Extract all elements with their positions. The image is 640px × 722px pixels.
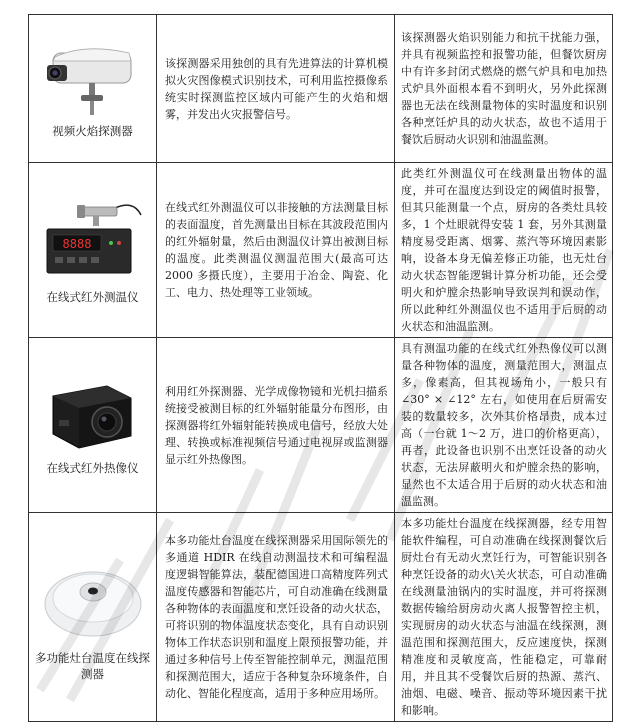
device-cell — [29, 163, 157, 338]
device-cell — [29, 15, 157, 163]
thermometer-display: 8888 — [62, 237, 91, 251]
table-row — [29, 163, 613, 338]
device-name: 多功能灶台温度在线探测器 — [35, 651, 150, 681]
evaluation-text: 该探测器火焰识别能力和抗干扰能力强，并具有视频监控和报警功能，但餐饮厨房中有许多封闭式燃烧的燃气炉具和电加热式炉具外面根本看不到明火，另外此探测器也无法在线测量物体的实时温度和识别各种烹饪炉具的动火状态，故也不适用于餐饮后厨动火识别和油温监测。 — [395, 15, 613, 163]
principle-text: 本多功能灶台温度在线探测器采用国际领先的多通道 HDIR 在线自动测温技术和可编程温度逻辑智能算法，装配德国进口高精度阵列式温度传感器和智能芯片，可自动准确在线测量各种物体的表面温度和烹饪设备的动火状态，可将识别的物体温度状态变化，具有自动识别物体工作状态识别和温度上限预报警功能，并通过多种信号上传至智能控制单元，测温范围和探测范围大，适应于各种复杂环境条件，自动化、智能化程度高，适用于多种应用场所。 — [157, 513, 395, 722]
ir-thermometer-image — [43, 195, 143, 283]
device-cell — [29, 338, 157, 513]
principle-text: 在线式红外测温仪可以非接触的方法测量目标的表面温度，首先测量出目标在其波段范围内的红外辐射量，然后由测温仪计算出被测目标的温度。此类测温仪测温范围大(最高可达 2000 多摄氏度），主要用于冶金、陶瓷、化工、电力、热处理等工业领域。 — [157, 163, 395, 338]
stove-detector-image — [41, 552, 145, 644]
video-camera-image — [45, 39, 141, 117]
evaluation-text: 具有测温功能的在线式红外热像仪可以测量各种物体的温度，测量范围大，测温点多，像素高，但其视场角小，一般只有∠30° × ∠12° 左右，如使用在后厨需安装的数量较多，次外其价格昂贵，成本过高（一台就 1～2 万，进口的价格更高），再者，此设备也识别不出烹饪设备的动火状态，无法屏蔽明火和炉膛余热的影响，显然也不太适合用于后厨的动火状态和油温监测。 — [395, 338, 613, 513]
principle-text: 利用红外探测器、光学成像物镜和光机扫描系统接受被测目标的红外辐射能量分布图形，由探测器将红外辐射能转换成电信号，经放大处理、转换或标准视频信号通过电视屏或监测器显示红外热像图。 — [157, 338, 395, 513]
principle-text: 该探测器采用独创的具有先进算法的计算机模拟火灾图像模式识别技术，可利用监控摄像系统实时探测监控区域内可能产生的火焰和烟雾，并发出火灾报警信号。 — [157, 15, 395, 163]
device-name: 视频火焰探测器 — [52, 123, 133, 138]
evaluation-text: 本多功能灶台温度在线探测器，经专用智能软件编程，可自动准确在线探测餐饮后厨灶台有无动火烹饪行为，可智能识别各种烹饪设备的动火\关火状态，可自动准确在线测量油锅内的实时温度，并可将探测数据传输给厨房动火离人报警智控主机，实现厨房的动火状态与油温在线探测，测温范围和探测范围大，反应速度快，探测精准度和灵敏度高，性能稳定，可靠耐用，并且其不受餐饮后厨的热源、蒸汽、油烟、电磁、噪音、振动等环境因素干扰和影响。 — [395, 513, 613, 722]
device-cell — [29, 513, 157, 722]
table-row — [29, 513, 613, 722]
thermal-imager-image — [45, 374, 141, 454]
comparison-page — [28, 14, 612, 722]
device-name: 在线式红外测温仪 — [46, 290, 139, 304]
detector-comparison-table — [28, 14, 613, 722]
device-name: 在线式红外热像仪 — [46, 461, 139, 475]
evaluation-text: 此类红外测温仪可在线测量出物体的温度，并可在温度达到设定的阈值时报警，但其只能测量一个点，厨房的各类灶具较多，1 个灶眼就得安装 1 套，另外其测量精度易受距离、烟雾、蒸汽等环境因素影响，设备本身无偏差修正功能，也无灶台动火状态智能逻辑计算分析功能，还会受明火和炉膛余热影响导致误判和误动作，所以此种红外测温仪也不适用于后厨的动火状态和油温监测。 — [395, 163, 613, 338]
table-row — [29, 338, 613, 513]
table-row — [29, 15, 613, 163]
